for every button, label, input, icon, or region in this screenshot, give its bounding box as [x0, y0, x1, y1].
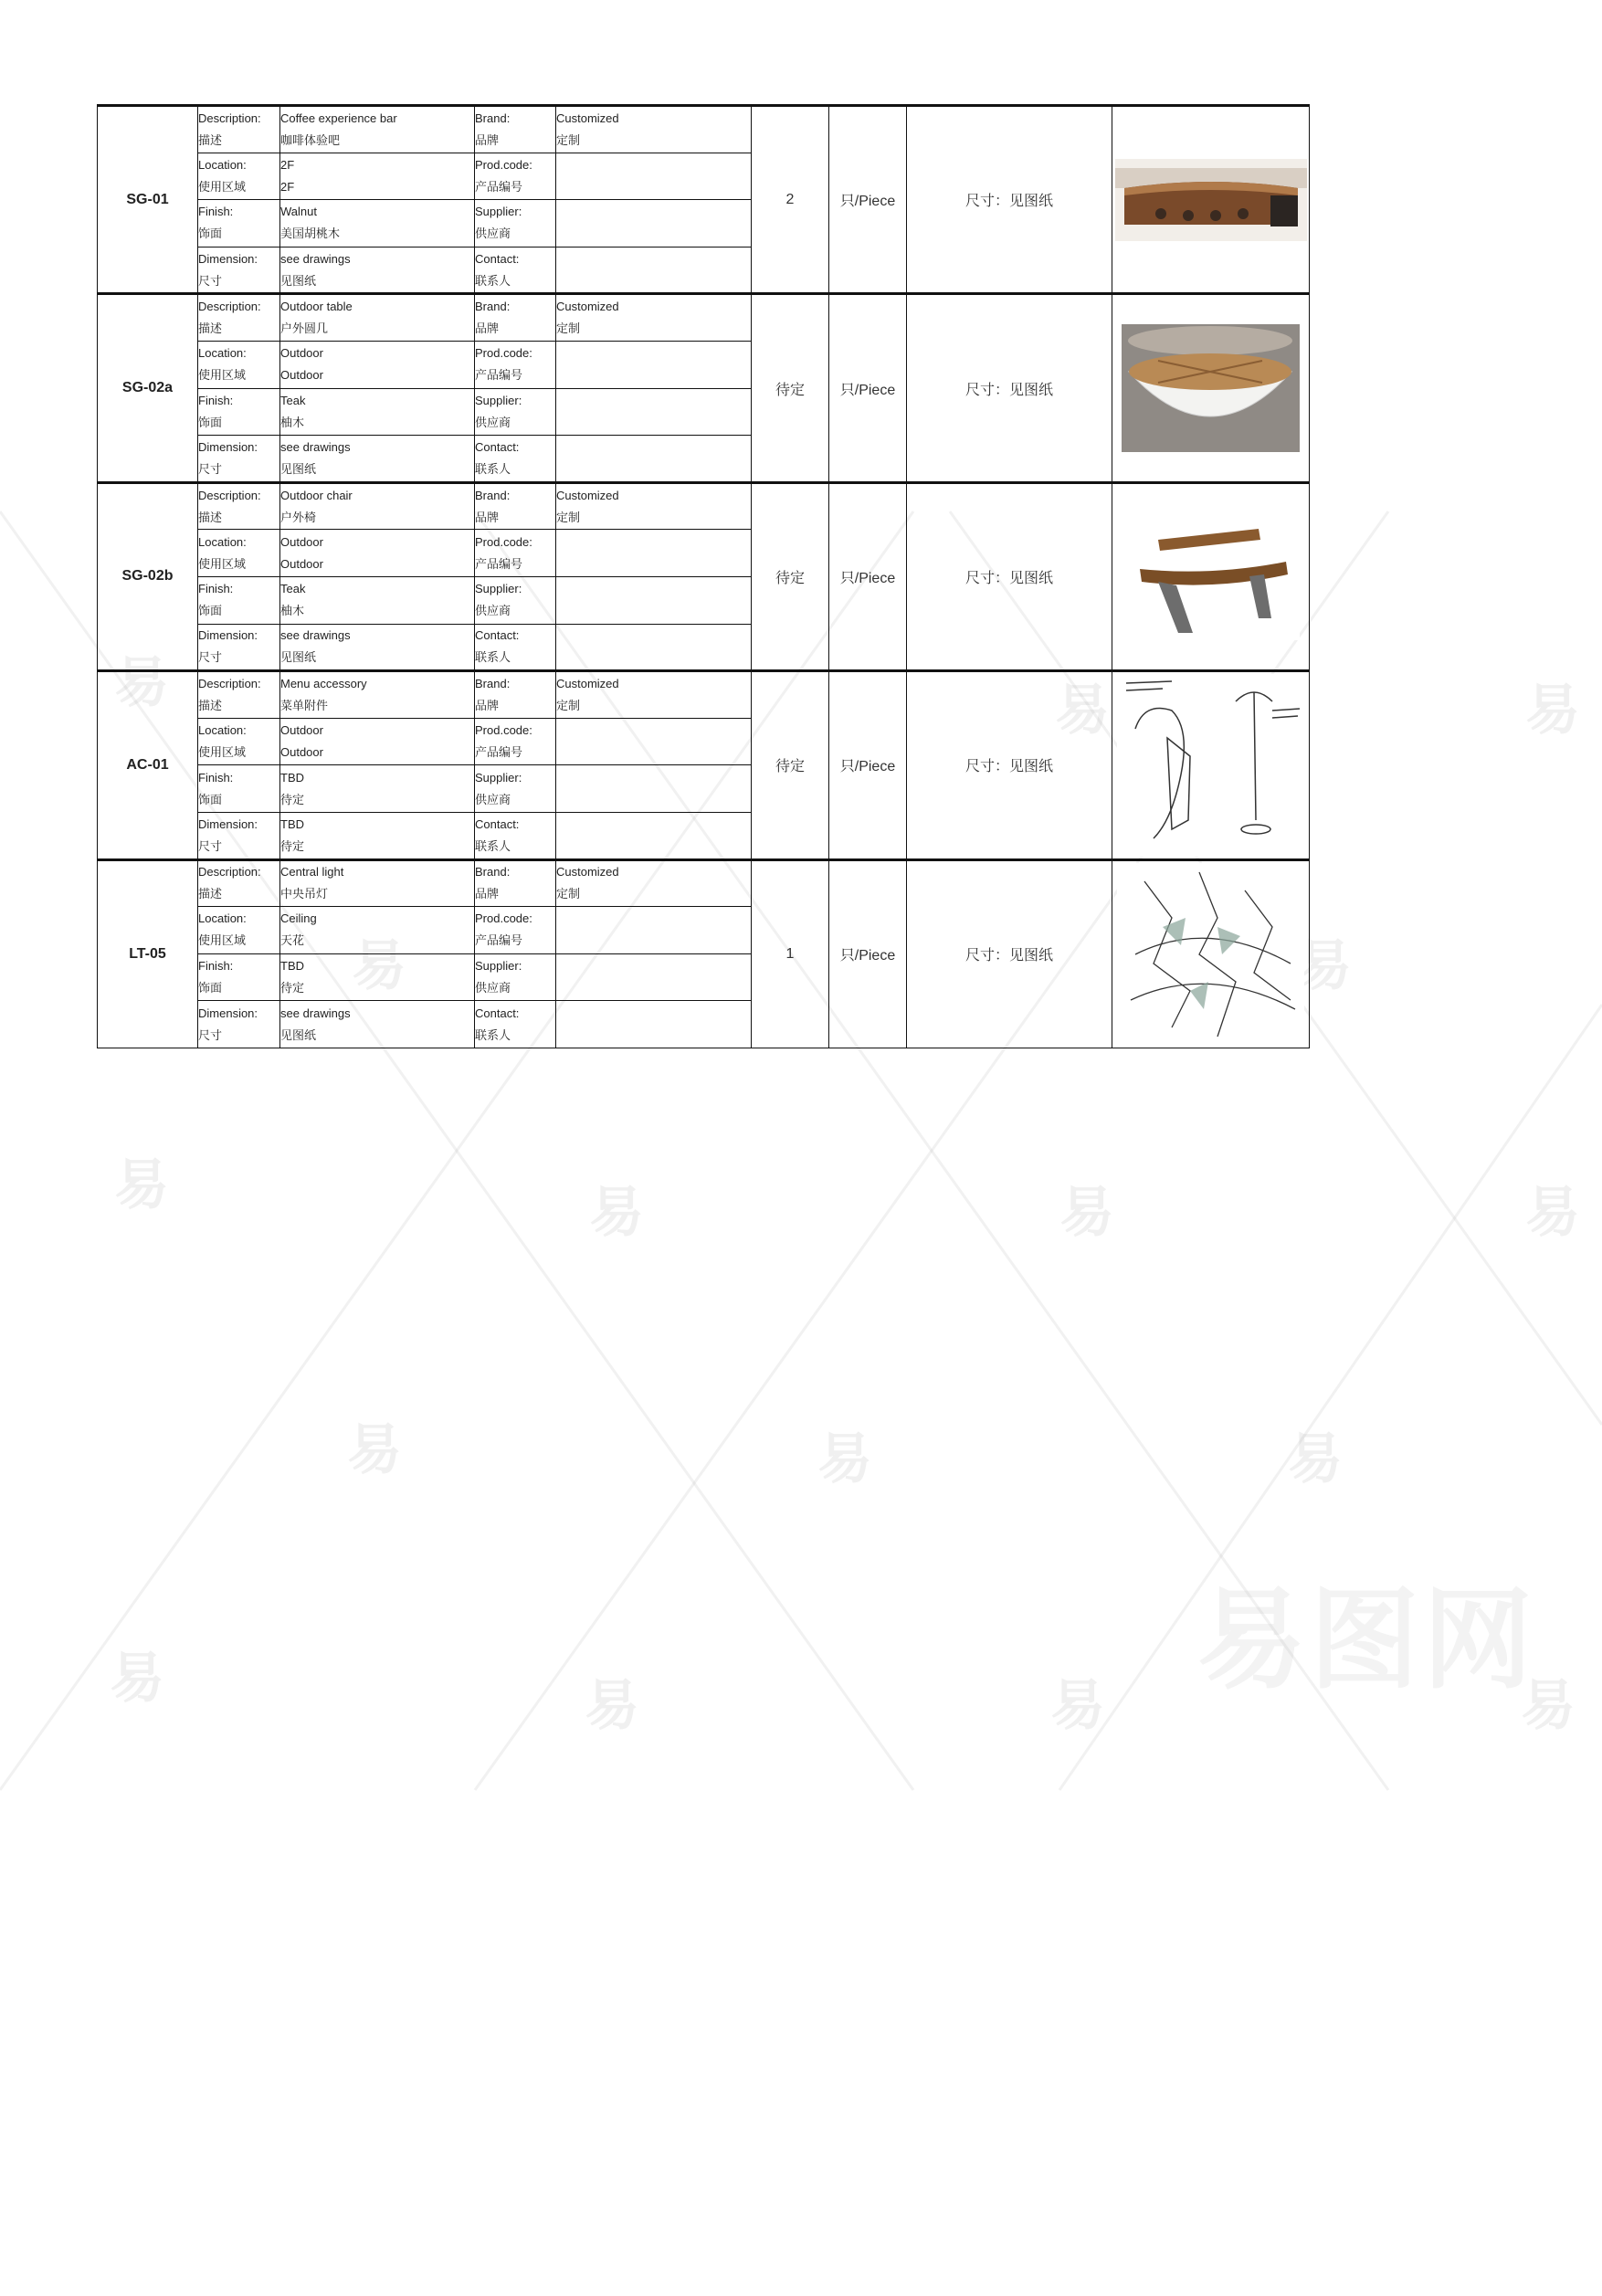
brand-value-en: Customized: [556, 865, 619, 879]
contact-label: [475, 812, 556, 859]
brand-label: [475, 294, 556, 342]
brand-label-en: Brand:: [475, 488, 511, 502]
location-label: [198, 153, 280, 200]
contact-value-en: [556, 248, 751, 270]
dimension-value-en: TBD: [280, 816, 304, 831]
contact-value-cn: [556, 458, 751, 480]
supplier-label: [475, 953, 556, 1001]
quantity: 1: [752, 859, 829, 1048]
dimension-label: [198, 247, 280, 294]
quantity: 待定: [752, 294, 829, 482]
brand-label-en: Brand:: [475, 111, 511, 125]
description-value-cn: 户外椅: [280, 510, 317, 524]
dimension-value: [280, 812, 475, 859]
prodcode-label: [475, 153, 556, 200]
supplier-label-cn: 供应商: [475, 226, 511, 241]
description-label-cn: 描述: [198, 887, 223, 901]
prodcode-value-cn: [556, 553, 751, 575]
supplier-value-en: [556, 201, 751, 223]
description-label-cn: 描述: [198, 510, 223, 524]
dimension-value-cn: 见图纸: [280, 461, 317, 476]
description-value-en: Central light: [280, 865, 344, 879]
contact-value: [556, 812, 752, 859]
description-value-en: Menu accessory: [280, 676, 367, 690]
specification-table: [97, 104, 1310, 1048]
brand-label-cn: 品牌: [475, 132, 500, 147]
location-value-en: 2F: [280, 157, 295, 172]
brand-label: [475, 106, 556, 153]
brand-value-en: Customized: [556, 676, 619, 690]
dimension-label: [198, 436, 280, 483]
finish-label-en: Finish:: [198, 393, 234, 407]
description-value-cn: 户外圆几: [280, 321, 329, 336]
watermark-glyph: 易: [1288, 1427, 1343, 1491]
description-label: [198, 294, 280, 342]
finish-label-en: Finish:: [198, 205, 234, 219]
dimension-value: [280, 1001, 475, 1048]
brand-value: [556, 106, 752, 153]
finish-value: [280, 200, 475, 248]
brand-label-cn: 品牌: [475, 510, 500, 524]
description-label: [198, 106, 280, 153]
quantity: 2: [752, 106, 829, 294]
size-note: 尺寸：见图纸: [907, 294, 1112, 482]
finish-value-cn: 待定: [280, 792, 305, 806]
supplier-label: [475, 576, 556, 624]
description-label-en: Description:: [198, 300, 261, 314]
supplier-label: [475, 388, 556, 436]
contact-value-cn: [556, 1025, 751, 1047]
supplier-value-cn: [556, 412, 751, 434]
dimension-value-en: see drawings: [280, 251, 351, 266]
image-cell: [1112, 294, 1310, 482]
location-value-en: Ceiling: [280, 911, 317, 926]
prodcode-label-en: Prod.code:: [475, 534, 532, 549]
supplier-value: [556, 576, 752, 624]
dimension-value-cn: 见图纸: [280, 650, 317, 665]
prodcode-value: [556, 718, 752, 765]
brand-label-cn: 品牌: [475, 321, 500, 336]
prodcode-value-en: [556, 154, 751, 176]
quantity: 待定: [752, 671, 829, 859]
prodcode-label-cn: 产品编号: [475, 368, 523, 383]
brand-label-en: Brand:: [475, 865, 511, 879]
prodcode-label-cn: 产品编号: [475, 933, 523, 948]
location-label-en: Location:: [198, 157, 247, 172]
coffee-bar-photo-icon: [1112, 159, 1309, 241]
brand-value-en: Customized: [556, 488, 619, 502]
prodcode-value-en: [556, 720, 751, 742]
brand-value: [556, 859, 752, 907]
description-label-cn: 描述: [198, 321, 223, 336]
table-row: [98, 482, 1310, 530]
finish-value-en: TBD: [280, 958, 304, 973]
location-label-cn: 使用区域: [198, 368, 247, 383]
finish-label-cn: 饰面: [198, 792, 223, 806]
location-label-cn: 使用区域: [198, 556, 247, 571]
location-value-cn: 2F: [280, 179, 295, 194]
description-value-en: Outdoor table: [280, 300, 353, 314]
item-code: SG-02a: [98, 294, 198, 482]
size-note: 尺寸：见图纸: [907, 482, 1112, 670]
watermark-glyph: 易: [110, 1647, 164, 1711]
finish-label: [198, 200, 280, 248]
finish-value-cn: 柚木: [280, 604, 305, 618]
prodcode-label-cn: 产品编号: [475, 556, 523, 571]
supplier-value-en: [556, 767, 751, 789]
item-code: LT-05: [98, 859, 198, 1048]
watermark-glyph: 易: [114, 651, 169, 715]
item-code: AC-01: [98, 671, 198, 859]
description-label: [198, 482, 280, 530]
brand-value: [556, 671, 752, 719]
supplier-label-cn: 供应商: [475, 792, 511, 806]
location-value-en: Outdoor: [280, 723, 323, 738]
quantity: 待定: [752, 482, 829, 670]
dimension-value: [280, 624, 475, 671]
finish-label-cn: 饰面: [198, 604, 223, 618]
prodcode-label-cn: 产品编号: [475, 745, 523, 760]
finish-value-en: TBD: [280, 770, 304, 785]
prodcode-value-cn: [556, 930, 751, 952]
size-note: 尺寸：见图纸: [907, 859, 1112, 1048]
description-value: [280, 859, 475, 907]
size-note: 尺寸：见图纸: [907, 671, 1112, 859]
contact-label-cn: 联系人: [475, 273, 511, 288]
supplier-value: [556, 953, 752, 1001]
supplier-label-en: Supplier:: [475, 205, 522, 219]
dimension-value: [280, 436, 475, 483]
location-label: [198, 530, 280, 577]
table-row: [98, 671, 1310, 719]
dimension-value-en: see drawings: [280, 439, 351, 454]
prodcode-label-en: Prod.code:: [475, 157, 532, 172]
location-value: [280, 907, 475, 954]
finish-value-cn: 待定: [280, 980, 305, 995]
description-value: [280, 106, 475, 153]
dimension-value-cn: 见图纸: [280, 273, 317, 288]
description-label: [198, 671, 280, 719]
dimension-value: [280, 247, 475, 294]
dimension-value-en: see drawings: [280, 628, 351, 643]
finish-label: [198, 765, 280, 813]
prodcode-label-en: Prod.code:: [475, 346, 532, 361]
dimension-value-cn: 待定: [280, 838, 305, 853]
description-value: [280, 482, 475, 530]
prodcode-value: [556, 907, 752, 954]
description-label: [198, 859, 280, 907]
finish-value: [280, 953, 475, 1001]
finish-label-en: Finish:: [198, 582, 234, 596]
supplier-value: [556, 200, 752, 248]
location-label-cn: 使用区域: [198, 745, 247, 760]
item-code: SG-02b: [98, 482, 198, 670]
location-label: [198, 907, 280, 954]
supplier-label: [475, 765, 556, 813]
location-value-cn: Outdoor: [280, 745, 323, 760]
prodcode-label: [475, 907, 556, 954]
supplier-value-en: [556, 390, 751, 412]
contact-value-cn: [556, 836, 751, 858]
prodcode-label-en: Prod.code:: [475, 723, 532, 738]
location-value-cn: Outdoor: [280, 368, 323, 383]
unit: 只/Piece: [829, 859, 907, 1048]
finish-value-en: Teak: [280, 582, 306, 596]
watermark-logo: 易图网: [1196, 1577, 1536, 1704]
finish-value: [280, 388, 475, 436]
image-cell: [1112, 671, 1310, 859]
supplier-value-cn: [556, 977, 751, 999]
watermark-glyph: 易: [352, 934, 406, 998]
finish-value-en: Walnut: [280, 205, 317, 219]
dimension-label-en: Dimension:: [198, 439, 258, 454]
contact-value: [556, 436, 752, 483]
finish-value: [280, 576, 475, 624]
contact-label: [475, 624, 556, 671]
table-row: [98, 859, 1310, 907]
image-cell: [1112, 482, 1310, 670]
finish-value-cn: 美国胡桃木: [280, 226, 341, 241]
watermark-glyph: 易: [114, 1153, 169, 1217]
brand-value: [556, 482, 752, 530]
description-label-en: Description:: [198, 676, 261, 690]
finish-label-cn: 饰面: [198, 226, 223, 241]
dimension-label: [198, 812, 280, 859]
finish-label-en: Finish:: [198, 770, 234, 785]
size-note: 尺寸：见图纸: [907, 106, 1112, 294]
supplier-value-en: [556, 955, 751, 977]
watermark-glyph: 易: [1525, 1181, 1580, 1245]
image-cell: [1112, 859, 1310, 1048]
watermark-glyph: 易: [1297, 934, 1352, 998]
watermark-glyph: 易: [817, 1427, 872, 1491]
prodcode-value-cn: [556, 742, 751, 764]
finish-label-cn: 饰面: [198, 980, 223, 995]
brand-value-en: Customized: [556, 111, 619, 125]
contact-value-en: [556, 814, 751, 836]
prodcode-value: [556, 341, 752, 388]
menu-accessory-sketch-icon: [1112, 674, 1309, 857]
contact-value: [556, 624, 752, 671]
prodcode-label: [475, 341, 556, 388]
watermark-glyph: 易: [1521, 1674, 1576, 1738]
brand-label: [475, 671, 556, 719]
prodcode-value-en: [556, 342, 751, 364]
contact-label-cn: 联系人: [475, 650, 511, 665]
brand-value-cn: 定制: [556, 887, 581, 901]
supplier-value: [556, 765, 752, 813]
dimension-label-cn: 尺寸: [198, 650, 223, 665]
supplier-value-cn: [556, 600, 751, 622]
description-value-cn: 中央吊灯: [280, 887, 329, 901]
location-value-cn: 天花: [280, 933, 305, 948]
location-label-cn: 使用区域: [198, 933, 247, 948]
description-value-en: Coffee experience bar: [280, 111, 397, 125]
description-value: [280, 671, 475, 719]
dimension-label-en: Dimension:: [198, 251, 258, 266]
finish-label: [198, 576, 280, 624]
prodcode-label-en: Prod.code:: [475, 911, 532, 926]
description-value-cn: 菜单附件: [280, 698, 329, 712]
supplier-label-en: Supplier:: [475, 958, 522, 973]
description-label-en: Description:: [198, 865, 261, 879]
brand-label-en: Brand:: [475, 300, 511, 314]
brand-value: [556, 294, 752, 342]
contact-label: [475, 436, 556, 483]
brand-label-cn: 品牌: [475, 698, 500, 712]
brand-value-cn: 定制: [556, 132, 581, 147]
contact-value-cn: [556, 270, 751, 292]
location-label-en: Location:: [198, 346, 247, 361]
dimension-label-cn: 尺寸: [198, 1027, 223, 1042]
watermark-glyph: 易: [589, 1181, 644, 1245]
watermark-glyph: 易: [347, 1418, 402, 1482]
brand-value-cn: 定制: [556, 698, 581, 712]
finish-value: [280, 765, 475, 813]
prodcode-value: [556, 530, 752, 577]
finish-value-cn: 柚木: [280, 415, 305, 429]
brand-label: [475, 859, 556, 907]
location-label: [198, 341, 280, 388]
prodcode-label-cn: 产品编号: [475, 179, 523, 194]
central-light-sketch-icon: [1112, 863, 1309, 1046]
item-code: SG-01: [98, 106, 198, 294]
description-label-en: Description:: [198, 488, 261, 502]
description-value-en: Outdoor chair: [280, 488, 353, 502]
finish-label-cn: 饰面: [198, 415, 223, 429]
dimension-label-en: Dimension:: [198, 816, 258, 831]
supplier-label-cn: 供应商: [475, 604, 511, 618]
dimension-label-cn: 尺寸: [198, 461, 223, 476]
contact-value-en: [556, 1003, 751, 1025]
table-row: [98, 106, 1310, 153]
watermark-glyph: 易: [585, 1674, 639, 1738]
supplier-label-en: Supplier:: [475, 770, 522, 785]
brand-label: [475, 482, 556, 530]
brand-value-cn: 定制: [556, 510, 581, 524]
outdoor-bench-photo-icon: [1112, 512, 1309, 640]
location-label-en: Location:: [198, 534, 247, 549]
description-value: [280, 294, 475, 342]
contact-value-en: [556, 437, 751, 458]
dimension-label: [198, 1001, 280, 1048]
dimension-label-en: Dimension:: [198, 628, 258, 643]
supplier-label-en: Supplier:: [475, 393, 522, 407]
contact-label: [475, 1001, 556, 1048]
image-cell: [1112, 106, 1310, 294]
contact-value: [556, 1001, 752, 1048]
location-value-en: Outdoor: [280, 534, 323, 549]
location-label-cn: 使用区域: [198, 179, 247, 194]
description-label-cn: 描述: [198, 698, 223, 712]
contact-label-en: Contact:: [475, 816, 520, 831]
unit: 只/Piece: [829, 671, 907, 859]
prodcode-value-cn: [556, 176, 751, 198]
supplier-label: [475, 200, 556, 248]
supplier-value-cn: [556, 223, 751, 245]
location-label: [198, 718, 280, 765]
contact-value-cn: [556, 647, 751, 669]
location-value: [280, 530, 475, 577]
location-value-cn: Outdoor: [280, 556, 323, 571]
prodcode-value-cn: [556, 364, 751, 386]
contact-label: [475, 247, 556, 294]
dimension-value-en: see drawings: [280, 1006, 351, 1020]
unit: 只/Piece: [829, 106, 907, 294]
location-label-en: Location:: [198, 911, 247, 926]
finish-value-en: Teak: [280, 393, 306, 407]
watermark-glyph: 易: [1050, 1674, 1105, 1738]
dimension-label-cn: 尺寸: [198, 273, 223, 288]
outdoor-round-table-photo-icon: [1112, 324, 1309, 452]
brand-value-cn: 定制: [556, 321, 581, 336]
finish-label-en: Finish:: [198, 958, 234, 973]
contact-label-en: Contact:: [475, 628, 520, 643]
contact-label-cn: 联系人: [475, 461, 511, 476]
contact-label-en: Contact:: [475, 251, 520, 266]
description-value-cn: 咖啡体验吧: [280, 132, 341, 147]
dimension-label: [198, 624, 280, 671]
unit: 只/Piece: [829, 482, 907, 670]
finish-label: [198, 953, 280, 1001]
location-value-en: Outdoor: [280, 346, 323, 361]
description-label-cn: 描述: [198, 132, 223, 147]
supplier-label-cn: 供应商: [475, 980, 511, 995]
brand-label-en: Brand:: [475, 676, 511, 690]
brand-value-en: Customized: [556, 300, 619, 314]
location-value: [280, 341, 475, 388]
supplier-label-en: Supplier:: [475, 582, 522, 596]
finish-label: [198, 388, 280, 436]
location-value: [280, 718, 475, 765]
watermark-glyph: 易: [1525, 679, 1580, 743]
dimension-label-en: Dimension:: [198, 1006, 258, 1020]
prodcode-label: [475, 718, 556, 765]
supplier-value: [556, 388, 752, 436]
dimension-label-cn: 尺寸: [198, 838, 223, 853]
watermark-glyph: 易: [1055, 679, 1110, 743]
contact-label-cn: 联系人: [475, 1027, 511, 1042]
location-value: [280, 153, 475, 200]
contact-label-en: Contact:: [475, 1006, 520, 1020]
prodcode-value-en: [556, 532, 751, 553]
prodcode-value-en: [556, 908, 751, 930]
description-label-en: Description:: [198, 111, 261, 125]
location-label-en: Location:: [198, 723, 247, 738]
brand-label-cn: 品牌: [475, 887, 500, 901]
table-row: [98, 294, 1310, 342]
dimension-value-cn: 见图纸: [280, 1027, 317, 1042]
watermark-glyph: 易: [1059, 1181, 1114, 1245]
contact-label-cn: 联系人: [475, 838, 511, 853]
supplier-value-cn: [556, 789, 751, 811]
supplier-value-en: [556, 578, 751, 600]
contact-value: [556, 247, 752, 294]
unit: 只/Piece: [829, 294, 907, 482]
contact-value-en: [556, 625, 751, 647]
supplier-label-cn: 供应商: [475, 415, 511, 429]
contact-label-en: Contact:: [475, 439, 520, 454]
prodcode-label: [475, 530, 556, 577]
prodcode-value: [556, 153, 752, 200]
